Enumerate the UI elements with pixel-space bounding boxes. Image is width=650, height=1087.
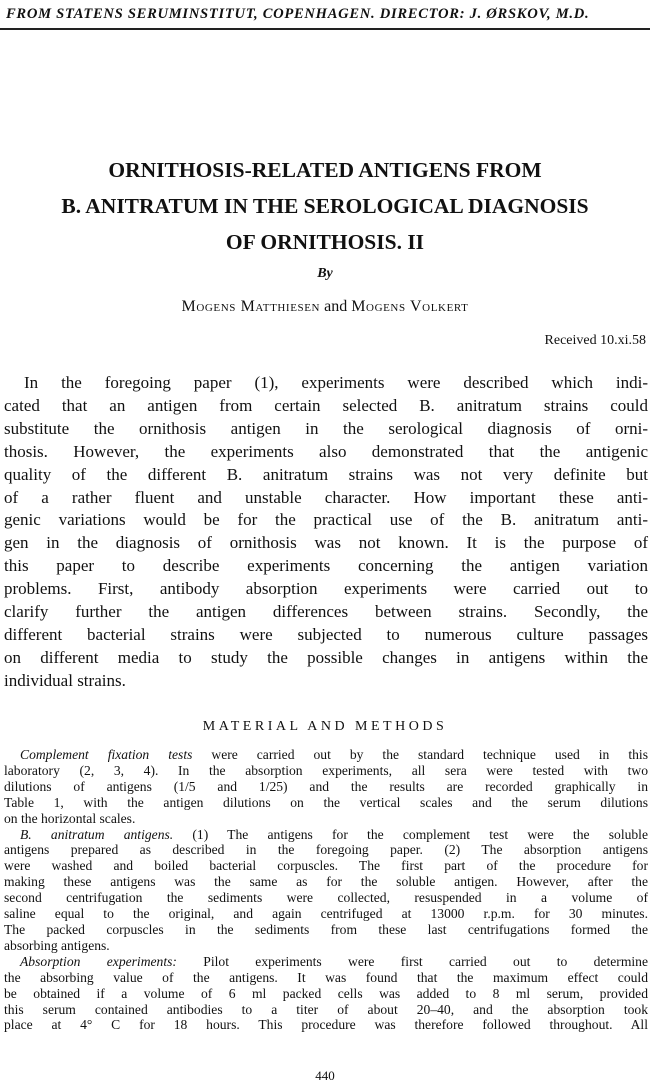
methods-text bbox=[4, 747, 648, 1033]
methods-line: second centrifugation the sediments were collected, resuspended in a volume of bbox=[4, 890, 648, 906]
methods-line: The packed corpuscles in the sediments from these last centrifugations formed the bbox=[4, 921, 648, 937]
author-line bbox=[0, 298, 650, 316]
author-1: Mogens Matthiesen bbox=[181, 298, 321, 315]
intro-line: problems. First, antibody absorption experiments were carried out to bbox=[4, 579, 648, 599]
methods-line: place at 4° C for 18 hours. This procedure was therefore followed throughout. All bbox=[4, 1017, 648, 1033]
methods-line: Absorption experiments: Pilot experiments were first carried out to determine bbox=[20, 953, 648, 969]
complement-fixation-heading: Complement fixation tests bbox=[20, 747, 193, 762]
methods-line: laboratory (2, 3, 4). In the absorption experiments, all sera were tested with two bbox=[4, 762, 648, 778]
page-number: 440 bbox=[315, 1068, 335, 1083]
methods-line: the absorbing value of the antigens. It was found that the maximum effect could bbox=[4, 969, 648, 985]
methods-line: on the horizontal scales. bbox=[4, 810, 136, 826]
received-date: Received 10.xi.58 bbox=[544, 333, 646, 348]
intro-line: of a rather fluent and unstable character. How important these anti- bbox=[4, 487, 648, 507]
intro-line: cated that an antigen from certain selected B. anitratum strains could bbox=[4, 395, 648, 415]
methods-line: Table 1, with the antigen dilutions on the vertical scales and the serum dilutions bbox=[4, 794, 648, 810]
methods-line: were washed and boiled bacterial corpuscles. The first part of the procedure for bbox=[4, 858, 648, 874]
intro-line: individual strains. bbox=[4, 670, 126, 690]
methods-line: this serum contained antibodies to a titer of about 20–40, and the absorption took bbox=[4, 1001, 648, 1017]
methods-line: dilutions of antigens (1/5 and 1/25) and the results are recorded graphically in bbox=[4, 778, 648, 794]
intro-paragraph bbox=[4, 372, 648, 693]
intro-line: thosis. However, the experiments also demonstrated that the antigenic bbox=[4, 441, 648, 461]
section-heading: MATERIAL AND METHODS bbox=[202, 719, 448, 734]
running-head: FROM STATENS SERUMINSTITUT, COPENHAGEN. DIRECTOR: J. ØRSKOV, M.D. bbox=[6, 6, 590, 22]
intro-line: quality of the different B. anitratum strains was not very definite but bbox=[4, 464, 648, 484]
title-line-3: OF ORNITHOSIS. II bbox=[225, 230, 425, 254]
intro-line: different bacterial strains were subjected to numerous culture passages bbox=[4, 624, 648, 644]
author-2: Mogens Volkert bbox=[351, 298, 469, 315]
intro-line: In the foregoing paper (1), experiments were described which indi- bbox=[24, 373, 648, 392]
title-line-1: ORNITHOSIS-RELATED ANTIGENS FROM bbox=[108, 158, 542, 182]
article-title bbox=[20, 152, 630, 260]
methods-line: B. anitratum antigens. (1) The antigens for the complement test were the soluble bbox=[20, 826, 648, 842]
intro-line: substitute the ornithosis antigen in the serological diagnosis of orni- bbox=[4, 418, 648, 438]
title-line-2: B. ANITRATUM IN THE SEROLOGICAL DIAGNOSIS bbox=[61, 194, 589, 218]
methods-line: making these antigens was the same as for the soluble antigen. However, after the bbox=[4, 874, 648, 890]
methods-line: be obtained if a volume of 6 ml packed cells was added to 8 ml serum, provided bbox=[4, 985, 648, 1001]
methods-line: absorbing antigens. bbox=[4, 937, 110, 953]
methods-line: Complement fixation tests were carried out by the standard technique used in this bbox=[20, 747, 648, 762]
author-conjunction: and bbox=[324, 298, 348, 315]
byline-by: By bbox=[317, 266, 333, 281]
absorption-heading: Absorption experiments: bbox=[20, 953, 177, 969]
methods-line: saline equal to the original, and again centrifuged at 13000 r.p.m. for 30 minutes. bbox=[4, 906, 648, 922]
intro-line: clarify further the antigen differences between strains. Secondly, the bbox=[4, 602, 648, 622]
intro-line: this paper to describe experiments concerning the antigen variation bbox=[4, 556, 648, 576]
intro-line: on different media to study the possible changes in antigens within the bbox=[4, 647, 648, 667]
antigens-heading: B. anitratum antigens. bbox=[20, 826, 174, 842]
intro-line: gen in the diagnosis of ornithosis was not known. It is the purpose of bbox=[4, 533, 648, 553]
header-rule bbox=[0, 28, 650, 30]
intro-line: genic variations would be for the practical use of the B. anitratum anti- bbox=[4, 510, 648, 530]
methods-line: antigens prepared as described in the foregoing paper. (2) The absorption antigens bbox=[4, 842, 648, 858]
